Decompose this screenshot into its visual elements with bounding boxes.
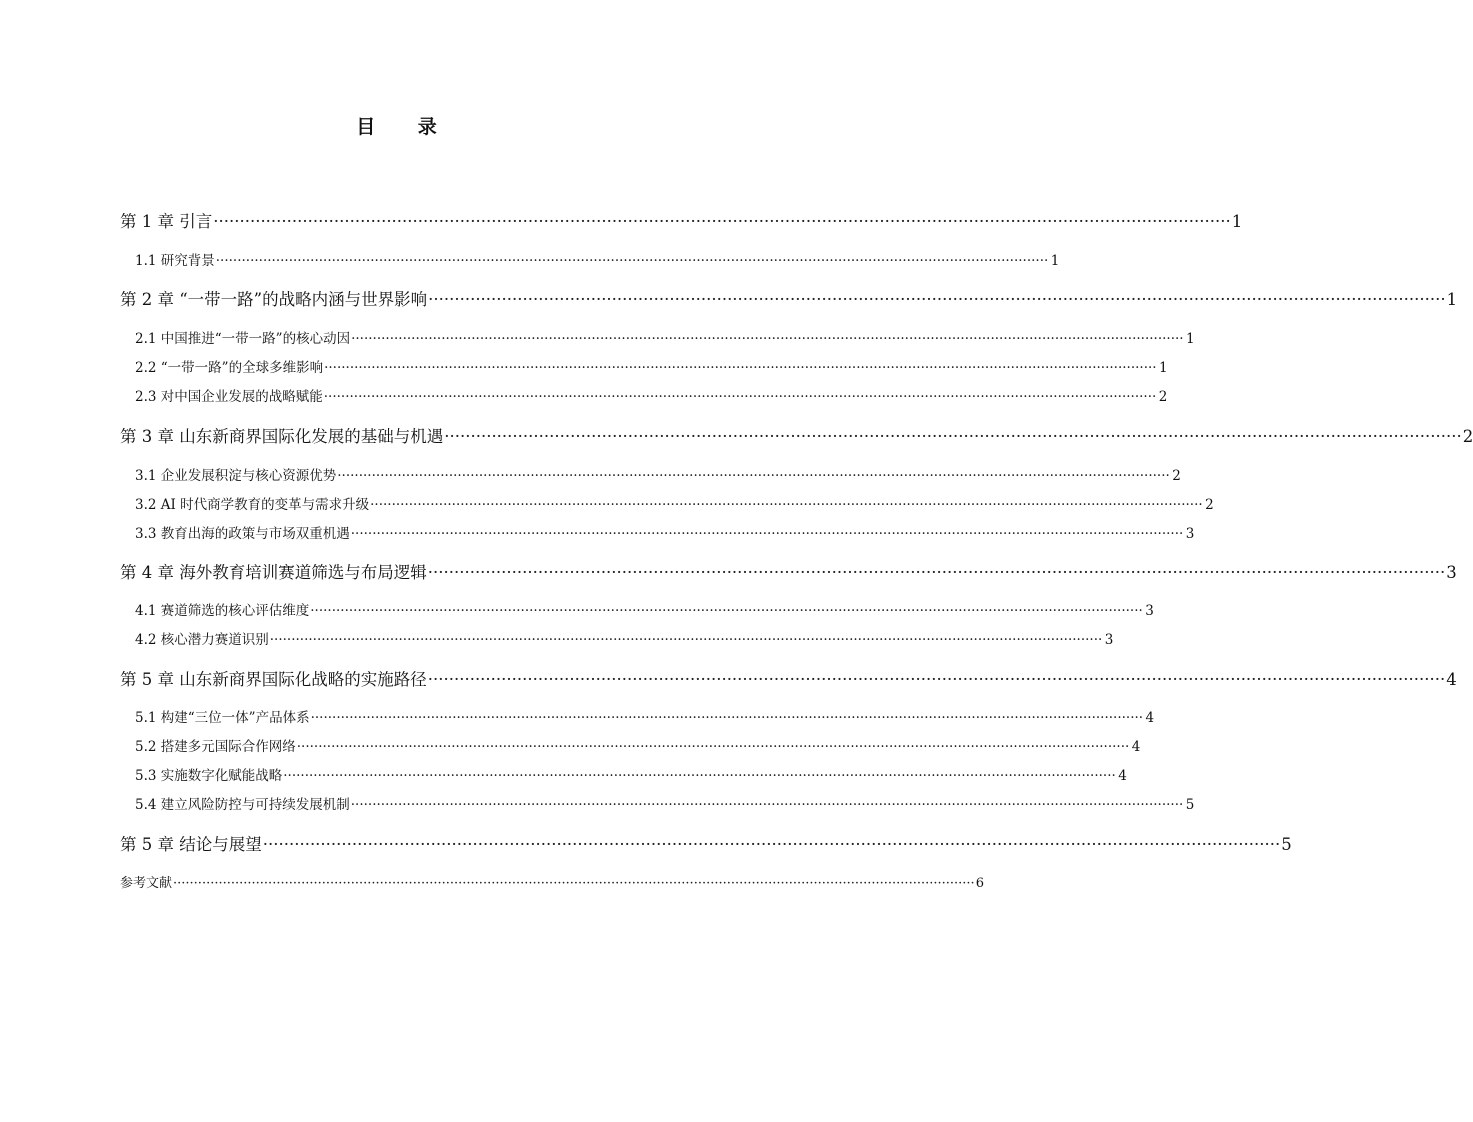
toc-entry-page: 2 bbox=[1172, 468, 1181, 484]
toc-leader-dots bbox=[216, 253, 1049, 269]
toc-entry-text: 2.3 对中国企业发展的战略赋能 bbox=[135, 389, 323, 405]
toc-entry-section-5-2[interactable] bbox=[135, 735, 1141, 755]
toc-entry-page: 3 bbox=[1145, 603, 1154, 619]
toc-entry-text: 4.2 核心潜力赛道识别 bbox=[135, 632, 269, 648]
toc-entry-text: 5.1 构建“三位一体”产品体系 bbox=[135, 710, 310, 726]
toc-leader-dots bbox=[444, 427, 1462, 447]
toc-leader-dots bbox=[310, 603, 1143, 619]
toc-entry-chapter-2[interactable] bbox=[120, 286, 1458, 310]
toc-entry-section-5-4[interactable] bbox=[135, 793, 1195, 813]
toc-entry-page: 4 bbox=[1118, 768, 1127, 784]
toc-leader-dots bbox=[324, 389, 1157, 405]
toc-entry-text: 5.3 实施数字化赋能战略 bbox=[135, 768, 283, 784]
toc-entry-text: 5.4 建立风险防控与可持续发展机制 bbox=[135, 797, 350, 813]
toc-entry-section-1-1[interactable] bbox=[135, 249, 1060, 269]
toc-entry-page: 1 bbox=[1050, 253, 1060, 269]
toc-entry-page: 5 bbox=[1281, 835, 1292, 854]
toc-entry-text: 第 1 章 引言 bbox=[120, 212, 213, 231]
toc-entry-page: 4 bbox=[1131, 739, 1141, 755]
toc-entry-text: 4.1 赛道筛选的核心评估维度 bbox=[135, 603, 310, 619]
toc-entry-text: 第 3 章 山东新商界国际化发展的基础与机遇 bbox=[120, 427, 444, 446]
toc-entry-page: 3 bbox=[1185, 526, 1195, 542]
toc-leader-dots bbox=[297, 739, 1130, 755]
toc-leader-dots bbox=[173, 876, 975, 892]
toc-leader-dots bbox=[283, 768, 1116, 784]
toc-entry-text: 参考文献 bbox=[120, 876, 173, 891]
toc-entry-section-2-2[interactable] bbox=[135, 356, 1168, 376]
toc-entry-chapter-5[interactable] bbox=[120, 666, 1457, 690]
toc-entry-references[interactable] bbox=[120, 872, 984, 892]
toc-entry-text: 3.3 教育出海的政策与市场双重机遇 bbox=[135, 526, 350, 542]
toc-entry-chapter-3[interactable] bbox=[120, 423, 1473, 447]
toc-entry-page: 1 bbox=[1231, 212, 1243, 231]
toc-entry-chapter-1[interactable] bbox=[120, 208, 1243, 232]
toc-entry-page: 2 bbox=[1462, 427, 1473, 446]
toc-entry-section-2-3[interactable] bbox=[135, 385, 1168, 405]
toc-entry-page: 4 bbox=[1145, 710, 1155, 726]
toc-leader-dots bbox=[351, 331, 1184, 347]
toc-leader-dots bbox=[270, 632, 1103, 648]
toc-leader-dots bbox=[351, 526, 1184, 542]
toc-title: 目 录 bbox=[356, 116, 455, 138]
toc-entry-text: 第 5 章 结论与展望 bbox=[120, 835, 262, 854]
toc-leader-dots bbox=[428, 563, 1446, 583]
toc-leader-dots bbox=[370, 497, 1203, 513]
toc-entry-page: 2 bbox=[1158, 389, 1168, 405]
toc-entry-conclusion[interactable] bbox=[120, 831, 1292, 855]
toc-entry-text: 3.2 AI 时代商学教育的变革与需求升级 bbox=[135, 497, 370, 513]
toc-entry-text: 2.2 “一带一路”的全球多维影响 bbox=[135, 360, 324, 376]
toc-entry-text: 第 4 章 海外教育培训赛道筛选与布局逻辑 bbox=[120, 563, 427, 582]
toc-entry-section-2-1[interactable] bbox=[135, 327, 1195, 347]
toc-entry-section-3-1[interactable] bbox=[135, 464, 1181, 484]
toc-leader-dots bbox=[428, 670, 1446, 690]
toc-entry-page: 3 bbox=[1446, 563, 1457, 582]
toc-entry-page: 5 bbox=[1185, 797, 1195, 813]
toc-entry-page: 3 bbox=[1104, 632, 1114, 648]
toc-entry-page: 1 bbox=[1186, 331, 1195, 347]
toc-entry-page: 6 bbox=[975, 876, 984, 891]
toc-leader-dots bbox=[324, 360, 1157, 376]
toc-entry-page: 1 bbox=[1446, 290, 1458, 309]
toc-leader-dots bbox=[428, 290, 1446, 310]
toc-entry-text: 5.2 搭建多元国际合作网络 bbox=[135, 739, 296, 755]
toc-entry-text: 1.1 研究背景 bbox=[135, 253, 215, 269]
toc-entry-section-3-2[interactable] bbox=[135, 493, 1214, 513]
toc-entry-page: 4 bbox=[1446, 670, 1457, 689]
toc-entry-text: 第 5 章 山东新商界国际化战略的实施路径 bbox=[120, 670, 427, 689]
toc-entry-page: 1 bbox=[1159, 360, 1168, 376]
toc-leader-dots bbox=[213, 212, 1231, 232]
toc-leader-dots bbox=[337, 468, 1170, 484]
toc-entry-page: 2 bbox=[1205, 497, 1214, 513]
toc-entry-text: 第 2 章 “一带一路”的战略内涵与世界影响 bbox=[120, 290, 428, 309]
toc-leader-dots bbox=[311, 710, 1144, 726]
toc-leader-dots bbox=[263, 835, 1281, 855]
toc-entry-section-3-3[interactable] bbox=[135, 522, 1195, 542]
toc-entry-text: 2.1 中国推进“一带一路”的核心动因 bbox=[135, 331, 351, 347]
toc-leader-dots bbox=[351, 797, 1184, 813]
toc-entry-section-5-1[interactable] bbox=[135, 706, 1155, 726]
toc-entry-section-4-1[interactable] bbox=[135, 599, 1154, 619]
toc-entry-section-5-3[interactable] bbox=[135, 764, 1127, 784]
toc-entry-text: 3.1 企业发展积淀与核心资源优势 bbox=[135, 468, 337, 484]
toc-entry-section-4-2[interactable] bbox=[135, 628, 1114, 648]
toc-entry-chapter-4[interactable] bbox=[120, 559, 1457, 583]
